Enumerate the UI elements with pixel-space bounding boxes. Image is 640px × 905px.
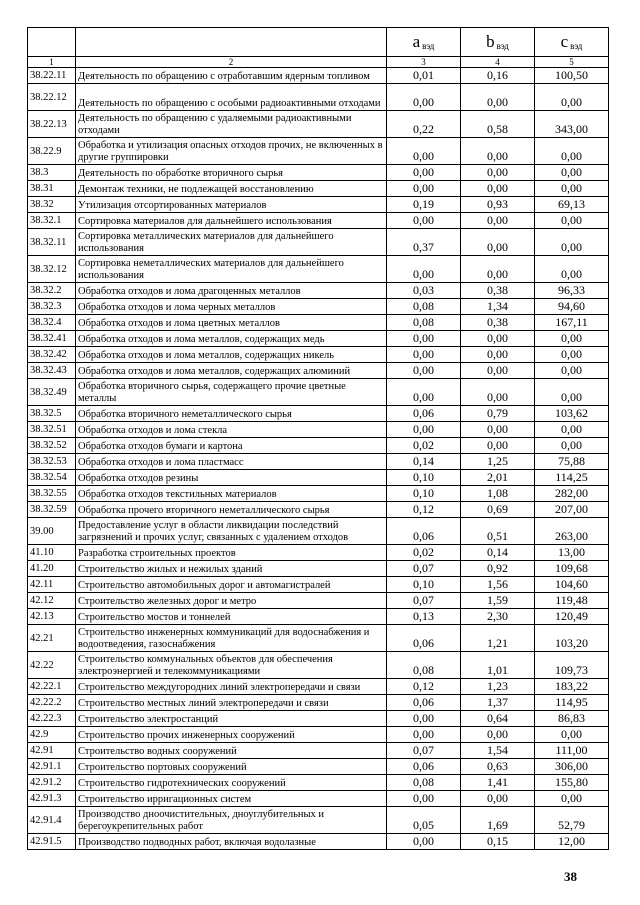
value-c-cell: 0,00 [535, 791, 609, 807]
value-a-cell: 0,07 [387, 593, 461, 609]
value-b-cell: 1,59 [461, 593, 535, 609]
code-cell: 38.32.43 [28, 363, 76, 379]
value-c-cell: 0,00 [535, 165, 609, 181]
value-c-cell: 0,00 [535, 347, 609, 363]
name-cell: Обработка отходов бумаги и картона [76, 438, 387, 454]
value-b-cell: 0,69 [461, 502, 535, 518]
name-cell: Обработка отходов и лома пластмасс [76, 454, 387, 470]
table-row [28, 807, 609, 834]
value-b-cell: 0,00 [461, 165, 535, 181]
value-c-cell: 114,25 [535, 470, 609, 486]
value-c-cell: 52,79 [535, 807, 609, 834]
header-c-sub: вэд [570, 41, 583, 51]
name-cell: Строительство местных линий электропередачи и связи [76, 695, 387, 711]
header-name-cell [76, 28, 387, 57]
table-row [28, 229, 609, 256]
value-a-cell: 0,00 [387, 791, 461, 807]
value-b-cell: 1,37 [461, 695, 535, 711]
value-b-cell: 1,25 [461, 454, 535, 470]
value-a-cell: 0,02 [387, 545, 461, 561]
code-cell: 42.22 [28, 652, 76, 679]
header-code-cell [28, 28, 76, 57]
value-a-cell: 0,10 [387, 486, 461, 502]
value-c-cell: 0,00 [535, 84, 609, 111]
code-cell: 38.22.9 [28, 138, 76, 165]
name-cell: Обработка отходов и лома стекла [76, 422, 387, 438]
code-cell: 38.31 [28, 181, 76, 197]
table-row [28, 695, 609, 711]
name-cell: Производство подводных работ, включая водолазные [76, 834, 387, 850]
table-row [28, 379, 609, 406]
table-row [28, 759, 609, 775]
code-cell: 38.32.49 [28, 379, 76, 406]
code-cell: 42.22.3 [28, 711, 76, 727]
name-cell: Сортировка материалов для дальнейшего использования [76, 213, 387, 229]
table-row [28, 197, 609, 213]
name-cell: Обработка отходов и лома металлов, содержащих медь [76, 331, 387, 347]
value-a-cell: 0,10 [387, 470, 461, 486]
table-row [28, 791, 609, 807]
name-cell: Сортировка металлических материалов для дальнейшего использования [76, 229, 387, 256]
name-cell: Строительство автомобильных дорог и автомагистралей [76, 577, 387, 593]
name-cell: Деятельность по обработке вторичного сырья [76, 165, 387, 181]
value-c-cell: 0,00 [535, 363, 609, 379]
value-b-cell: 0,00 [461, 791, 535, 807]
value-c-cell: 103,62 [535, 406, 609, 422]
code-cell: 39.00 [28, 518, 76, 545]
code-cell: 42.91 [28, 743, 76, 759]
code-cell: 38.32.54 [28, 470, 76, 486]
value-b-cell: 0,92 [461, 561, 535, 577]
value-a-cell: 0,03 [387, 283, 461, 299]
table-row [28, 315, 609, 331]
value-c-cell: 183,22 [535, 679, 609, 695]
value-c-cell: 0,00 [535, 213, 609, 229]
table-row [28, 727, 609, 743]
code-cell: 38.32.12 [28, 256, 76, 283]
value-a-cell: 0,07 [387, 561, 461, 577]
table-row [28, 181, 609, 197]
table-row [28, 577, 609, 593]
value-c-cell: 103,20 [535, 625, 609, 652]
value-c-cell: 100,50 [535, 68, 609, 84]
value-a-cell: 0,06 [387, 518, 461, 545]
value-a-cell: 0,00 [387, 834, 461, 850]
code-cell: 38.32.55 [28, 486, 76, 502]
name-cell: Деятельность по обращению с отработавшим ядерным топливом [76, 68, 387, 84]
name-cell: Обработка отходов и лома цветных металлов [76, 315, 387, 331]
value-a-cell: 0,13 [387, 609, 461, 625]
value-c-cell: 0,00 [535, 256, 609, 283]
value-c-cell: 109,68 [535, 561, 609, 577]
name-cell: Обработка отходов и лома черных металлов [76, 299, 387, 315]
table-row [28, 518, 609, 545]
value-a-cell: 0,00 [387, 727, 461, 743]
value-b-cell: 0,93 [461, 197, 535, 213]
value-c-cell: 0,00 [535, 138, 609, 165]
value-c-cell: 69,13 [535, 197, 609, 213]
value-a-cell: 0,08 [387, 652, 461, 679]
value-c-cell: 13,00 [535, 545, 609, 561]
value-c-cell: 109,73 [535, 652, 609, 679]
value-a-cell: 0,06 [387, 406, 461, 422]
value-a-cell: 0,00 [387, 711, 461, 727]
code-cell: 42.91.5 [28, 834, 76, 850]
page-number: 38 [564, 869, 577, 884]
table-row [28, 331, 609, 347]
code-cell: 42.12 [28, 593, 76, 609]
value-a-cell: 0,02 [387, 438, 461, 454]
header-c-label: c [560, 32, 569, 51]
value-c-cell: 86,83 [535, 711, 609, 727]
name-cell: Обработка отходов резины [76, 470, 387, 486]
table-row [28, 470, 609, 486]
code-cell: 38.32 [28, 197, 76, 213]
value-b-cell: 0,00 [461, 229, 535, 256]
table-row [28, 165, 609, 181]
table-row [28, 561, 609, 577]
table-row [28, 502, 609, 518]
value-a-cell: 0,08 [387, 299, 461, 315]
value-a-cell: 0,01 [387, 68, 461, 84]
table-row [28, 68, 609, 84]
value-b-cell: 0,14 [461, 545, 535, 561]
value-b-cell: 0,00 [461, 363, 535, 379]
header-a-cell [387, 28, 461, 57]
value-c-cell: 12,00 [535, 834, 609, 850]
value-b-cell: 1,54 [461, 743, 535, 759]
value-c-cell: 94,60 [535, 299, 609, 315]
name-cell: Деятельность по обращению с удаляемыми радиоактивными отходами [76, 111, 387, 138]
name-cell: Строительство железных дорог и метро [76, 593, 387, 609]
value-b-cell: 0,00 [461, 181, 535, 197]
value-b-cell: 0,38 [461, 315, 535, 331]
value-b-cell: 1,21 [461, 625, 535, 652]
value-c-cell: 114,95 [535, 695, 609, 711]
value-a-cell: 0,00 [387, 84, 461, 111]
value-a-cell: 0,05 [387, 807, 461, 834]
header-a-sub: вэд [422, 41, 435, 51]
table-row [28, 111, 609, 138]
value-c-cell: 263,00 [535, 518, 609, 545]
name-cell: Строительство портовых сооружений [76, 759, 387, 775]
code-cell: 42.11 [28, 577, 76, 593]
value-b-cell: 0,00 [461, 256, 535, 283]
table-row [28, 213, 609, 229]
table-row [28, 711, 609, 727]
value-b-cell: 0,00 [461, 379, 535, 406]
code-cell: 42.91.4 [28, 807, 76, 834]
table-row [28, 679, 609, 695]
name-cell: Строительство водных сооружений [76, 743, 387, 759]
value-c-cell: 111,00 [535, 743, 609, 759]
code-cell: 38.32.51 [28, 422, 76, 438]
code-cell: 38.3 [28, 165, 76, 181]
value-b-cell: 0,00 [461, 84, 535, 111]
code-cell: 42.9 [28, 727, 76, 743]
value-b-cell: 1,41 [461, 775, 535, 791]
value-a-cell: 0,10 [387, 577, 461, 593]
index-cell: 3 [387, 57, 461, 68]
value-a-cell: 0,37 [387, 229, 461, 256]
value-b-cell: 0,00 [461, 213, 535, 229]
value-c-cell: 0,00 [535, 181, 609, 197]
index-row [28, 57, 609, 68]
name-cell: Сортировка неметаллических материалов для дальнейшего использования [76, 256, 387, 283]
value-b-cell: 0,15 [461, 834, 535, 850]
name-cell: Деятельность по обращению с особыми радиоактивными отходами [76, 84, 387, 111]
value-a-cell: 0,00 [387, 422, 461, 438]
name-cell: Строительство ирригационных систем [76, 791, 387, 807]
value-a-cell: 0,12 [387, 502, 461, 518]
header-row [28, 28, 609, 57]
value-b-cell: 0,00 [461, 727, 535, 743]
code-cell: 42.91.3 [28, 791, 76, 807]
code-cell: 42.22.1 [28, 679, 76, 695]
code-cell: 42.91.1 [28, 759, 76, 775]
header-b-cell [461, 28, 535, 57]
table-row [28, 625, 609, 652]
name-cell: Обработка вторичного неметаллического сырья [76, 406, 387, 422]
value-a-cell: 0,00 [387, 213, 461, 229]
value-c-cell: 119,48 [535, 593, 609, 609]
value-a-cell: 0,00 [387, 181, 461, 197]
name-cell: Обработка отходов и лома металлов, содержащих никель [76, 347, 387, 363]
name-cell: Обработка прочего вторичного неметаллического сырья [76, 502, 387, 518]
value-c-cell: 0,00 [535, 379, 609, 406]
value-b-cell: 0,00 [461, 347, 535, 363]
value-b-cell: 0,00 [461, 138, 535, 165]
value-a-cell: 0,00 [387, 256, 461, 283]
name-cell: Обработка и утилизация опасных отходов прочих, не включенных в другие группировки [76, 138, 387, 165]
value-a-cell: 0,08 [387, 315, 461, 331]
table-row [28, 84, 609, 111]
code-cell: 38.32.5 [28, 406, 76, 422]
value-a-cell: 0,00 [387, 379, 461, 406]
code-cell: 38.22.12 [28, 84, 76, 111]
header-b-sub: вэд [496, 41, 509, 51]
data-table [27, 27, 609, 850]
code-cell: 38.32.3 [28, 299, 76, 315]
name-cell: Строительство междугородних линий электропередачи и связи [76, 679, 387, 695]
name-cell: Утилизация отсортированных материалов [76, 197, 387, 213]
value-c-cell: 96,33 [535, 283, 609, 299]
name-cell: Строительство прочих инженерных сооружений [76, 727, 387, 743]
value-c-cell: 0,00 [535, 422, 609, 438]
table-row [28, 486, 609, 502]
code-cell: 42.13 [28, 609, 76, 625]
code-cell: 38.32.41 [28, 331, 76, 347]
name-cell: Разработка строительных проектов [76, 545, 387, 561]
table-row [28, 609, 609, 625]
table-row [28, 256, 609, 283]
value-c-cell: 343,00 [535, 111, 609, 138]
value-b-cell: 0,00 [461, 438, 535, 454]
name-cell: Строительство гидротехнических сооружений [76, 775, 387, 791]
value-b-cell: 1,23 [461, 679, 535, 695]
code-cell: 41.10 [28, 545, 76, 561]
table-row [28, 775, 609, 791]
value-c-cell: 207,00 [535, 502, 609, 518]
code-cell: 38.32.1 [28, 213, 76, 229]
code-cell: 38.32.2 [28, 283, 76, 299]
index-cell: 2 [76, 57, 387, 68]
value-c-cell: 282,00 [535, 486, 609, 502]
name-cell: Демонтаж техники, не подлежащей восстановлению [76, 181, 387, 197]
value-c-cell: 0,00 [535, 331, 609, 347]
value-b-cell: 1,01 [461, 652, 535, 679]
table-row [28, 347, 609, 363]
value-a-cell: 0,06 [387, 625, 461, 652]
code-cell: 38.32.59 [28, 502, 76, 518]
name-cell: Строительство инженерных коммуникаций для водоснабжения и водоотведения, газоснабжения [76, 625, 387, 652]
table-row [28, 363, 609, 379]
name-cell: Обработка отходов и лома драгоценных металлов [76, 283, 387, 299]
table-row [28, 138, 609, 165]
value-a-cell: 0,12 [387, 679, 461, 695]
value-b-cell: 2,30 [461, 609, 535, 625]
index-cell: 5 [535, 57, 609, 68]
name-cell: Обработка вторичного сырья, содержащего прочие цветные металлы [76, 379, 387, 406]
code-cell: 38.32.4 [28, 315, 76, 331]
value-c-cell: 167,11 [535, 315, 609, 331]
value-b-cell: 0,63 [461, 759, 535, 775]
value-b-cell: 0,64 [461, 711, 535, 727]
table-row [28, 299, 609, 315]
value-c-cell: 0,00 [535, 727, 609, 743]
value-b-cell: 1,34 [461, 299, 535, 315]
header-b-label: b [486, 32, 495, 51]
value-c-cell: 75,88 [535, 454, 609, 470]
value-b-cell: 0,58 [461, 111, 535, 138]
table-row [28, 743, 609, 759]
table-row [28, 406, 609, 422]
name-cell: Строительство жилых и нежилых зданий [76, 561, 387, 577]
name-cell: Строительство коммунальных объектов для обеспечения электроэнергией и телекоммуникациями [76, 652, 387, 679]
index-cell: 4 [461, 57, 535, 68]
header-c-cell [535, 28, 609, 57]
value-a-cell: 0,14 [387, 454, 461, 470]
name-cell: Обработка отходов и лома металлов, содержащих алюминий [76, 363, 387, 379]
value-b-cell: 0,79 [461, 406, 535, 422]
code-cell: 38.32.42 [28, 347, 76, 363]
code-cell: 38.32.11 [28, 229, 76, 256]
name-cell: Предоставление услуг в области ликвидации последствий загрязнений и прочих услуг, связанных с удалением отходов [76, 518, 387, 545]
value-c-cell: 120,49 [535, 609, 609, 625]
value-a-cell: 0,00 [387, 138, 461, 165]
value-a-cell: 0,00 [387, 363, 461, 379]
table-row [28, 283, 609, 299]
value-a-cell: 0,19 [387, 197, 461, 213]
value-a-cell: 0,07 [387, 743, 461, 759]
header-a-label: a [412, 32, 421, 51]
index-cell: 1 [28, 57, 76, 68]
name-cell: Обработка отходов текстильных материалов [76, 486, 387, 502]
value-a-cell: 0,00 [387, 347, 461, 363]
code-cell: 42.91.2 [28, 775, 76, 791]
name-cell: Строительство мостов и тоннелей [76, 609, 387, 625]
value-b-cell: 2,01 [461, 470, 535, 486]
table-row [28, 454, 609, 470]
value-a-cell: 0,00 [387, 331, 461, 347]
table-row [28, 422, 609, 438]
table-row [28, 438, 609, 454]
code-cell: 38.32.52 [28, 438, 76, 454]
value-b-cell: 1,56 [461, 577, 535, 593]
code-cell: 42.21 [28, 625, 76, 652]
value-b-cell: 0,00 [461, 422, 535, 438]
table-row [28, 652, 609, 679]
table-row [28, 545, 609, 561]
value-a-cell: 0,08 [387, 775, 461, 791]
value-b-cell: 0,38 [461, 283, 535, 299]
value-a-cell: 0,06 [387, 759, 461, 775]
code-cell: 38.22.13 [28, 111, 76, 138]
name-cell: Производство дноочистительных, дноуглубительных и берегоукрепительных работ [76, 807, 387, 834]
name-cell: Строительство электростанций [76, 711, 387, 727]
value-b-cell: 1,69 [461, 807, 535, 834]
value-a-cell: 0,00 [387, 165, 461, 181]
code-cell: 41.20 [28, 561, 76, 577]
code-cell: 38.22.11 [28, 68, 76, 84]
value-c-cell: 306,00 [535, 759, 609, 775]
code-cell: 38.32.53 [28, 454, 76, 470]
value-b-cell: 0,00 [461, 331, 535, 347]
value-b-cell: 0,51 [461, 518, 535, 545]
value-c-cell: 155,80 [535, 775, 609, 791]
code-cell: 42.22.2 [28, 695, 76, 711]
table-row [28, 593, 609, 609]
value-b-cell: 1,08 [461, 486, 535, 502]
value-c-cell: 104,60 [535, 577, 609, 593]
value-b-cell: 0,16 [461, 68, 535, 84]
value-a-cell: 0,22 [387, 111, 461, 138]
table-row [28, 834, 609, 850]
value-a-cell: 0,06 [387, 695, 461, 711]
value-c-cell: 0,00 [535, 229, 609, 256]
value-c-cell: 0,00 [535, 438, 609, 454]
